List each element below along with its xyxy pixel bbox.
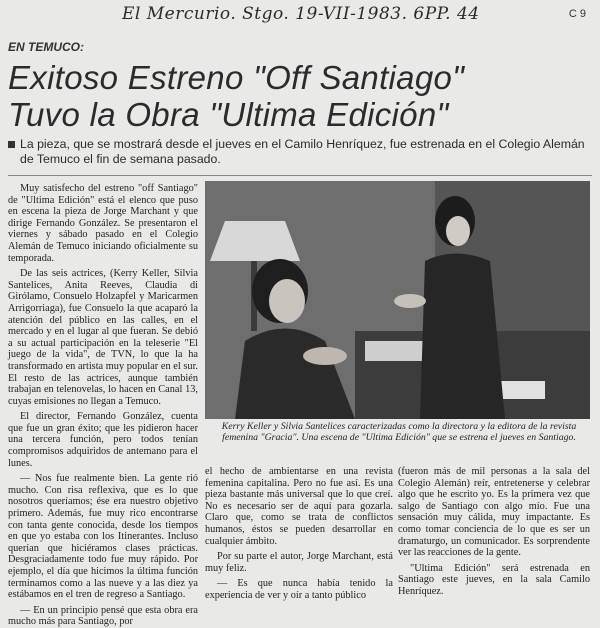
headline-line-1: Exitoso Estreno "Off Santiago" [8,59,465,96]
scene-photograph [205,181,590,419]
paragraph: el hecho de ambientarse en una revista femenina capitalina. Pero no fue así. Es una pieza bastante más universal que lo que creí. No es necesario ser de aquí para gozarla. Claro que, como se trata de conflictos humanos, éstos se pueden desarrollar en cualquier ámbito. [205,466,393,547]
page-number: C 9 [568,8,586,20]
handwritten-archive-note: El Mercurio. Stgo. 19-VII-1983. 6PP. 44 [122,4,480,24]
paragraph: — Es que nunca había tenido la experiencia de ver y oír a tanto público [205,578,393,601]
deck-subheadline: La pieza, que se mostrará desde el jueves en el Camilo Henríquez, fue estrenada en el Colegio Alemán de Temuco el fin de semana pasado. [20,137,585,166]
deck-bullet-icon [8,141,15,148]
paragraph: Muy satisfecho del estreno "off Santiago" de "Ultima Edición" está el elenco que puso en escena la pieza de Jorge Marchant y que dirige Fernando González. Se presentaron el viernes y sábado pasado en el Colegio Alemán de Temuco iniciando oficialmente su temporada. [8,183,198,264]
paragraph: — Nos fue realmente bien. La gente rió mucho. Con risa reflexiva, que es lo que nosotros queríamos; ése era nuestro objetivo primero. Además, fue muy rico encontrarse con tanta gente conocida, desde los tiempos en que yo estaba con los Itinerantes. Incluso querían que hiciéramos clases prácticas. Desgraciadamente todo fue muy rápido. Por ejemplo, el día que hicimos la última función terminamos como a las nueve y a las diez ya estábamos en el tren de regreso a Santiago. [8,473,198,601]
divider [8,175,592,176]
paragraph: El director, Fernando González, cuenta que fue un gran éxito; que les pidieron hacer una tercera función, pero todos tenían compromisos adquiridos de antemano para el lunes. [8,411,198,469]
article-column-3 [398,466,590,597]
paragraph: Por su parte el autor, Jorge Marchant, está muy feliz. [205,551,393,574]
article-column-2 [205,466,393,601]
photo-caption: Kerry Keller y Silvia Santelices caracterizadas como la directora y la editora de la revista femenina "Gracia". Una escena de "Ultima Edición" que se estrena el jueves en Santiago. [221,421,577,443]
paragraph: — En un principio pensé que esta obra era mucho más para Santiago, por [8,604,198,628]
paragraph: (fueron más de mil personas a la sala del Colegio Alemán) reír, entretenerse y celebrar algo que he escrito yo. Es la primera vez que salgo de Santiago con algo mío. Fue una sensación muy cálida, muy impactante. Es como tomar conciencia de lo que es ser un dramaturgo, un comunicador. Es sorprendente ver las reacciones de la gente. [398,466,590,559]
kicker: EN TEMUCO: [8,40,84,54]
headline-line-2: Tuvo la Obra "Ultima Edición" [8,96,449,133]
article-column-1 [8,183,198,628]
paragraph: De las seis actrices, (Kerry Keller, Silvia Santelices, Anita Reeves, Claudia di Girólamo, Consuelo Holzapfel y Maricarmen Arrigorriaga), fue Consuelo la que acaparó la atención del público en las calles, en el mercado y en el lugar al que fueran. Se debió a su actual participación en la teleserie "El juego de la vida", de TVN, lo que la ha transformado en artista muy popular en el sur. El resto de las actrices, aunque también trabajan en telenovelas, lo hacen en Canal 13, cuyas emisiones no llegan a Temuco. [8,268,198,407]
paragraph: "Ultima Edición" será estrenada en Santiago este jueves, en la sala Camilo Henríquez. [398,562,590,597]
